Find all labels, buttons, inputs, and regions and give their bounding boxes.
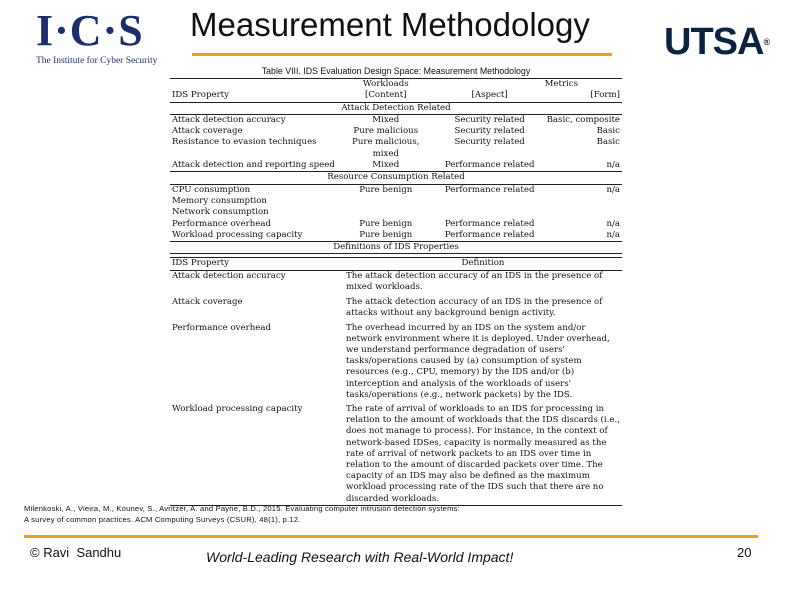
- ics-logo-subtitle: The Institute for Cyber Security: [36, 56, 158, 66]
- reference-line-1: Milenkoski, A., Vieira, M., Kounev, S., Avritzer, A. and Payne, B.D., 2015. Evaluating computer intrusion detection systems:: [24, 504, 460, 513]
- table-row: Performance overhead Pure benign Performance related n/a: [172, 218, 620, 229]
- definition-row: Performance overhead The overhead incurred by an IDS on the system and/or network environment where it is deployed. Under overhead, we understand performance degradation of users' tasks/operations caused by (a) consumption of system resources (e.g., CPU, memory) by the IDS and/or (b) interception and analysis of the workloads of users' tasks/operations (e.g., network packets) by the IDS.: [172, 322, 610, 400]
- table-caption: Table VIII. IDS Evaluation Design Space: Measurement Methodology: [261, 66, 531, 76]
- table-row: Workload processing capacity Pure benign Performance related n/a: [172, 229, 620, 240]
- header-ids-property: IDS Property: [172, 90, 229, 101]
- table-header-row-1: [170, 79, 622, 91]
- footer-tagline: World-Leading Research with Real-World Impact!: [206, 549, 514, 565]
- table-row: Network consumption: [172, 207, 269, 218]
- header-workloads: Workloads: [337, 79, 435, 91]
- utsa-logo: [664, 22, 770, 62]
- definitions-table: [170, 257, 622, 505]
- table-row: mixed: [372, 148, 399, 159]
- table-row: Attack detection and reporting speed Mixed Performance related n/a: [172, 160, 620, 171]
- definition-row: Attack detection accuracy The attack detection accuracy of an IDS in the presence of mixed workloads.: [172, 270, 603, 292]
- table-row: Resistance to evasion techniques Pure malicious, Security related Basic: [172, 137, 620, 148]
- utsa-logo-text: UTSA: [664, 21, 764, 63]
- methodology-table-figure: [170, 66, 622, 506]
- reference-citation: [24, 503, 460, 525]
- table-section-heading: Attack Detection Related: [170, 102, 622, 114]
- page-title: Measurement Methodology: [190, 6, 590, 43]
- title-underline: [192, 53, 612, 56]
- header-form: [Form]: [545, 90, 622, 102]
- def-header-definition: Definition: [344, 258, 622, 270]
- def-header-property: IDS Property: [170, 258, 344, 270]
- table-row: Attack detection accuracy Mixed Security related Basic, composite: [172, 114, 620, 125]
- footer-copyright: © Ravi Sandhu: [30, 545, 122, 560]
- footer-divider: [24, 535, 758, 538]
- ics-logo-letters: I·C·S: [36, 6, 144, 55]
- table-row: Attack coverage Pure malicious Security related Basic: [172, 126, 620, 137]
- definition-row: Workload processing capacity The rate of arrival of workloads to an IDS for processing in relation to the amount of workloads that the IDS discards (i.e., does not manage to process). For instance, in the context of network-based IDSes, capacity is normally measured as the rate of arrival of network packets to an IDS over time in relation to the amount of discarded packets over time. The capacity of an IDS may also be defined as the maximum workload processing rate of the IDS such that there are no discarded workloads.: [170, 401, 622, 505]
- reference-line-2: A survey of common practices. ACM Computing Surveys (CSUR), 48(1), p.12.: [24, 515, 301, 524]
- header-content: [Content]: [337, 90, 435, 102]
- table-section-heading: Resource Consumption Related: [170, 172, 622, 184]
- header-aspect: [Aspect]: [435, 90, 545, 102]
- table-header-row-2: [170, 90, 622, 102]
- definition-row: Attack coverage The attack detection accuracy of an IDS in the presence of attacks without any background benign activity.: [172, 297, 603, 319]
- header-metrics: Metrics: [544, 79, 579, 89]
- utsa-registered-mark: ®: [763, 37, 771, 47]
- measurement-table: [170, 78, 622, 254]
- definitions-header-row: [170, 258, 622, 270]
- table-row: CPU consumption Pure benign Performance related n/a: [172, 184, 620, 195]
- definitions-heading: Definitions of IDS Properties: [170, 242, 622, 254]
- ics-logo: [36, 8, 156, 74]
- page-number: 20: [737, 545, 752, 560]
- table-row: Memory consumption: [172, 195, 267, 206]
